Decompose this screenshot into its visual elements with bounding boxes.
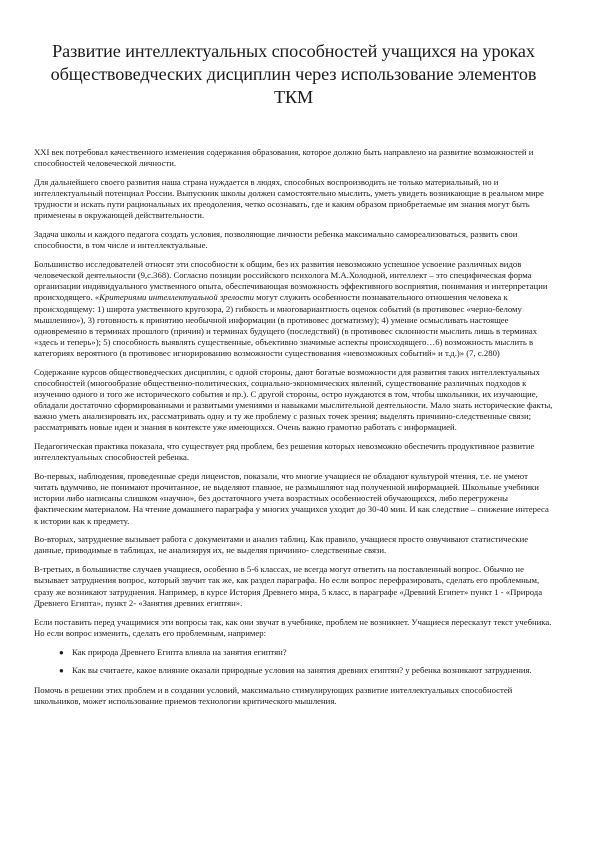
paragraph-intellect-text-a: Большинство исследователей относят эти способности к общим, без их развития невозможно успешное усвоение различных видов человеческой деятельности (9,с.368). Согласно позиции российского психолога М.А.Холодной, интеллект – это специфическая форма организации индивидуального умственного опыта, обеспечивающая возможность эффективного восприятия, понимания и интерпретации происходящего. «	[34, 259, 548, 303]
paragraph-intro: XXI век потребовал качественного изменения содержания образования, которое должно быть направлено на развитие возможностей и способностей человеческой личности.	[34, 147, 534, 169]
paragraph-school-task: Задача школы и каждого педагога создать условия, позволяющие личности ребенка максимально самореализоваться, развить свои способности, в том числе и интеллектуальные.	[34, 229, 518, 251]
list-item	[59, 664, 553, 676]
paragraph-first-problem: Во-первых, наблюдения, проведенные среди лицеистов, показали, что многие учащиеся не обладают культурой чтения, т.е. не умеют читать вдумчиво, не понимают прочитанное, не выделяют главное, не размышляют над полученной информацией. Школьные учебники истории либо написаны слишком «научно», без достаточного учета возрастных особенностей обучающихся, либо перегружены фактическим материалом. На чтение домашнего параграфа у многих учащихся уходит до 30-40 мин. И как следствие – снижение интереса к истории как к предмету.	[34, 471, 549, 526]
list-item-text: Как вы считаете, какое влияние оказали природные условия на занятия древних египтян? у ребенка возникают затруднения.	[72, 664, 532, 675]
document-title: Развитие интеллектуальных способностей учащихся на уроках обществоведческих дисциплин через использование элементов ТКМ	[50, 41, 537, 107]
paragraph-third-problem: В-третьих, в большинстве случаев учащиеся, особенно в 5-6 классах, не всегда могут ответить на поставленный вопрос. Обычно не вызывает затруднения вопрос, который звучит так же, как раздел параграфа. Но если вопрос перефразировать, сделать его проблемным, сразу же возникают затруднения. Например, в курсе История Древнего мира, 5 класс, в параграфе «Древний Египет» пункт 1 - «Природа Древнего Египта», пункт 2- «Занятия древних египтян».	[34, 564, 543, 608]
paragraph-second-problem: Во-вторых, затруднение вызывает работа с документами и анализ таблиц. Как правило, учащиеся просто озвучивают статистические данные, приводимые в таблицах, не анализируя их, не выделяя причинно- следственные связи.	[34, 534, 529, 556]
paragraph-intellect-text-b: могут служить особенности познавательного отношения человека к происходящему: 1) широта умственного кругозора, 2) гибкость и многовариантность оценок событий (в противовес «черно-белому мышлению»), 3) готовность к принятию необычной информации (в противовес догматизму); 4) умение осмысливать настоящее одновременно в терминах прошлого (причин) и терминах будущего (последствий) (в противовес склонности мыслить лишь в терминах «здесь и теперь»); 5) способность выявлять существенные, объективно значимые аспекты происходящего…6) возможность мыслить в категориях вероятного (в противовес игнорированию возможности существования «невозможных событий» и т.д.)» (7, с.280)	[34, 292, 538, 358]
paragraph-example-intro: Если поставить перед учащимися эти вопросы так, как они звучат в учебнике, проблем не возникнет. Учащиеся пересказут текст учебника. Но если вопрос изменить, сделать его проблемным, например:	[34, 616, 552, 638]
intellect-criteria-italic: Критериями интеллектуальной зрелости	[99, 292, 254, 303]
paragraph-course-content: Содержание курсов обществоведческих дисциплин, с одной стороны, дают богатые возможности для развития таких интеллектуальных способностей (многообразие общественно-политических, социально-экономических явлений, существование различных подходов к изучению одного и того же исторического события и пр.). С другой стороны, остро нуждаются в том, чтобы школьники, их изучающие, обладали достаточно сформированными и развитыми умениями и навыками мыслительной деятельности. Мало знать исторические факты, важно уметь анализировать их, рассматривать одну и ту же проблему с разных точек зрения; выделять причинно-следственные связи; рассматривать новые идеи и знания в контексте уже имеющихся. Очень важно грамотно работать с информацией.	[34, 366, 553, 433]
question-list	[34, 647, 553, 676]
bullet-icon: ●	[59, 665, 64, 675]
paragraph-conclusion: Помочь в решении этих проблем и в создании условий, максимально стимулирующих развитие интеллектуальных способностей школьников, может использование приемов технологии критического мышления.	[34, 684, 513, 706]
bullet-icon: ●	[59, 647, 64, 657]
paragraph-country-needs: Для дальнейшего своего развития наша страна нуждается в людях, способных воспроизводить не только материальный, но и интеллектуальный потенциал России. Выпускник школы должен самостоятельно мыслить, уметь увидеть возникающие в реальном мире трудности и искать пути рациональных их преодоления, четко осознавать, где и каким образом приобретаемые им знания могут быть применены в окружающей действительности.	[34, 176, 544, 221]
list-item-text: Как природа Древнего Египта влияла на занятия египтян?	[72, 646, 287, 657]
paragraph-practice: Педагогическая практика показала, что существует ряд проблем, без решения которых невозможно обеспечить продуктивное развитие интеллектуальных способностей ребенка.	[34, 441, 535, 463]
paragraph-intellect-definition	[34, 259, 553, 359]
list-item	[59, 646, 553, 658]
